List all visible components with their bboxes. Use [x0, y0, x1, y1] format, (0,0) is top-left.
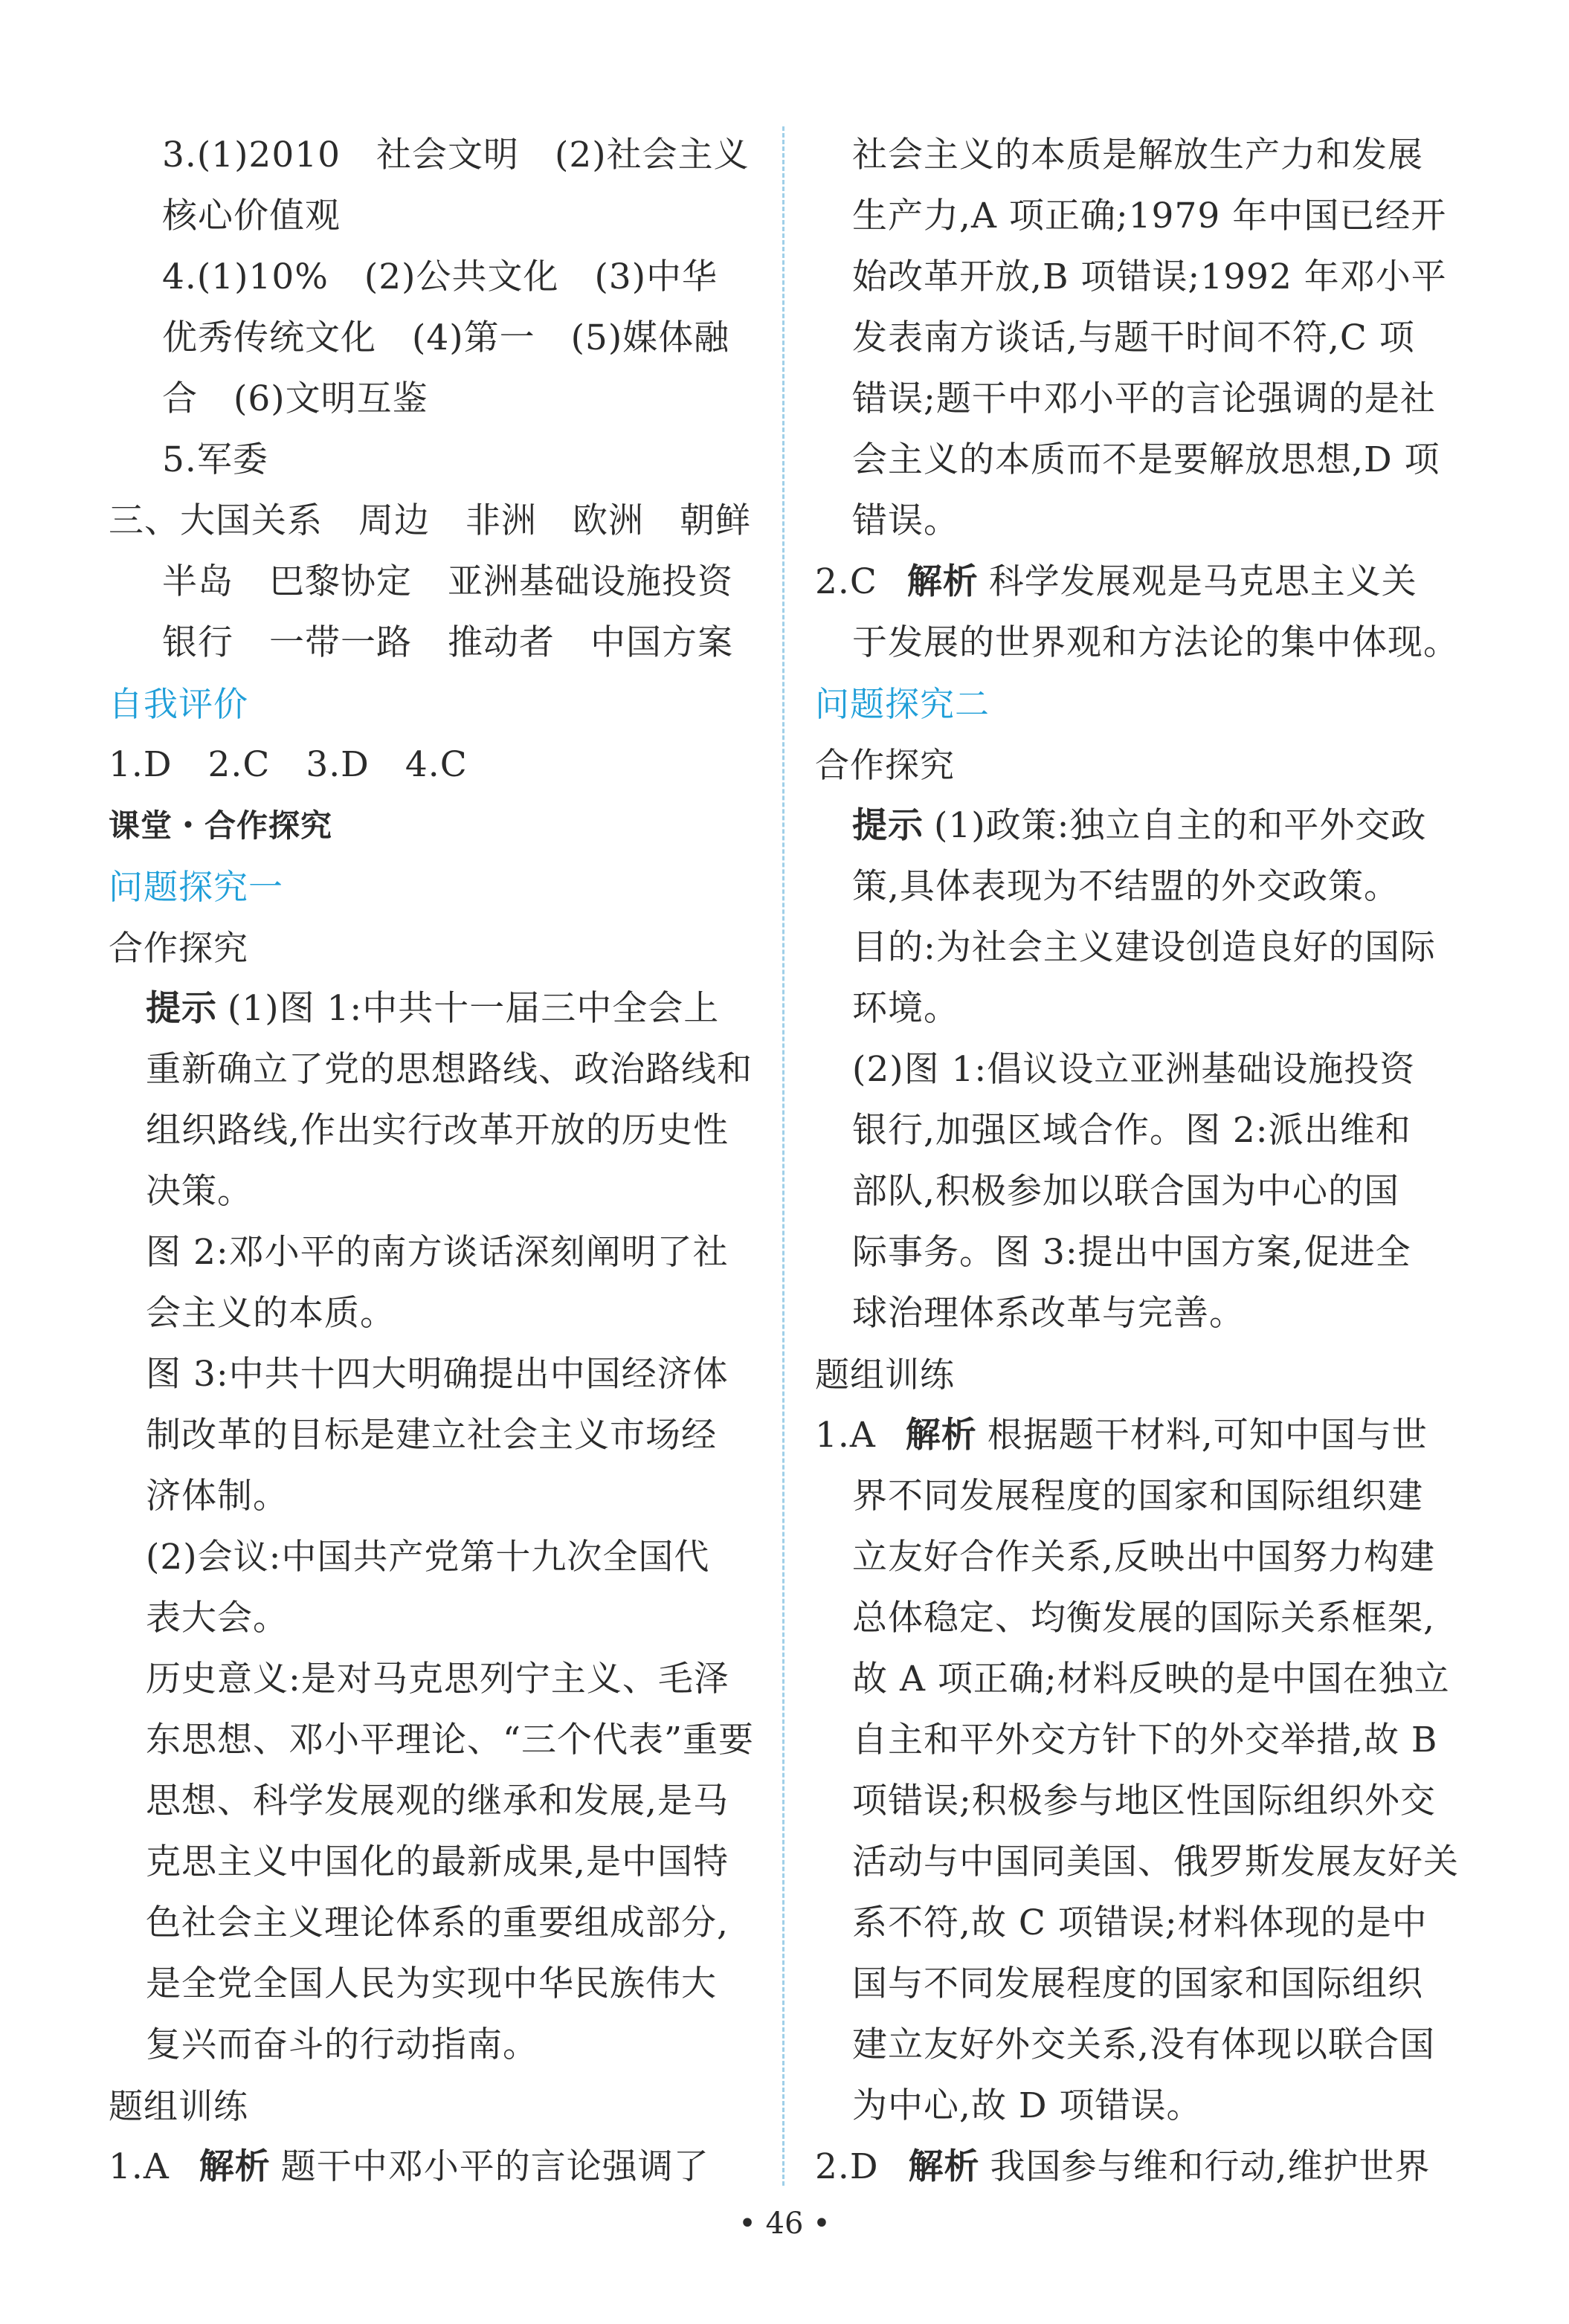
- page-number: • 46 •: [738, 2207, 831, 2241]
- right-column: [815, 125, 1469, 2198]
- analysis-text: 题干中邓小平的言论强调了: [280, 2146, 709, 2187]
- text-line: 始改革开放,B 项错误;1992 年邓小平: [852, 256, 1447, 297]
- answer-part-3: 三、大国关系 周边 非洲 欧洲 朝鲜: [109, 500, 751, 541]
- question-number: 2.C: [815, 561, 877, 602]
- left-column: [109, 125, 755, 2198]
- text-line: 际事务。图 3:提出中国方案,促进全: [852, 1232, 1411, 1273]
- text-line: 组织路线,作出实行改革开放的历史性: [146, 1110, 729, 1151]
- hint-label: 提示: [852, 805, 924, 846]
- subheading-training-1: 题组训练: [109, 2086, 248, 2126]
- text-line: 会主义的本质而不是要解放思想,D 项: [852, 439, 1440, 480]
- analysis-label: 解析: [199, 2146, 271, 2187]
- hint-paragraph: [815, 795, 1469, 856]
- answer-item-5: 5.军委: [162, 439, 268, 480]
- text-line: 制改革的目标是建立社会主义市场经: [146, 1415, 717, 1456]
- text-line: 错误;题干中邓小平的言论强调的是社: [852, 378, 1436, 419]
- text-line: 重新确立了党的思想路线、政治路线和: [146, 1049, 753, 1090]
- text-line: 环境。: [852, 988, 959, 1029]
- text-line: 自主和平外交方针下的外交举措,故 B: [852, 1720, 1438, 1760]
- text-line: 图 3:中共十四大明确提出中国经济体: [146, 1354, 729, 1395]
- analysis-text: 我国参与维和行动,维护世界: [990, 2146, 1431, 2187]
- subheading-cooperation-1: 合作探究: [109, 928, 248, 968]
- subheading-cooperation-2: 合作探究: [815, 745, 955, 785]
- hint-text: (1)政策:独立自主的和平外交政: [934, 805, 1427, 846]
- section-title-self-evaluation: 自我评价: [109, 684, 248, 724]
- answer-part-3-cont: 银行 一带一路 推动者 中国方案: [162, 622, 733, 663]
- text-line: 界不同发展程度的国家和国际组织建: [852, 1476, 1423, 1517]
- text-line: 总体稳定、均衡发展的国际关系框架,: [852, 1598, 1435, 1639]
- text-line: 目的:为社会主义建设创造良好的国际: [852, 927, 1436, 968]
- training-question-1: [815, 1405, 1469, 1466]
- text-line: 立友好合作关系,反映出中国努力构建: [852, 1537, 1435, 1578]
- text-line: 系不符,故 C 项错误;材料体现的是中: [852, 1902, 1428, 1943]
- text-line: 济体制。: [146, 1476, 289, 1517]
- answer-item-3-cont: 核心价值观: [162, 196, 341, 236]
- question-number: 1.A: [109, 2146, 170, 2187]
- text-line: 东思想、邓小平理论、“三个代表”重要: [146, 1720, 755, 1760]
- text-line: 色社会主义理论体系的重要组成部分,: [146, 1902, 729, 1943]
- analysis-label: 解析: [905, 1415, 977, 1456]
- question-1-analysis: [109, 2137, 748, 2198]
- answer-item-4-cont: 优秀传统文化 (4)第一 (5)媒体融: [162, 317, 730, 358]
- text-line: 为中心,故 D 项错误。: [852, 2085, 1202, 2126]
- text-line: 生产力,A 项正确;1979 年中国已经开: [852, 196, 1447, 236]
- text-line: 发表南方谈话,与题干时间不符,C 项: [852, 317, 1415, 358]
- hint-label: 提示: [146, 988, 217, 1029]
- text-line: 银行,加强区域合作。图 2:派出维和: [852, 1110, 1411, 1151]
- analysis-label: 解析: [908, 2146, 980, 2187]
- text-line: 决策。: [146, 1171, 253, 1212]
- hint-paragraph: [109, 978, 748, 1039]
- answer-item-4: 4.(1)10% (2)公共文化 (3)中华: [162, 256, 718, 297]
- section-title-classroom: 课堂・合作探究: [109, 807, 333, 844]
- text-line: 国与不同发展程度的国家和国际组织: [852, 1963, 1423, 2004]
- text-line: 部队,积极参加以联合国为中心的国: [852, 1171, 1399, 1212]
- self-evaluation-answers: 1.D 2.C 3.D 4.C: [109, 744, 468, 785]
- text-line: 项错误;积极参与地区性国际组织外交: [852, 1781, 1436, 1821]
- question-number: 2.D: [815, 2146, 879, 2187]
- text-line: 错误。: [852, 500, 959, 541]
- text-line: 思想、科学发展观的继承和发展,是马: [146, 1781, 729, 1821]
- text-line: 建立友好外交关系,没有体现以联合国: [852, 2024, 1435, 2065]
- text-line: 会主义的本质。: [146, 1293, 396, 1334]
- text-line: 表大会。: [146, 1598, 289, 1639]
- text-line: 图 2:邓小平的南方谈话深刻阐明了社: [146, 1232, 729, 1273]
- section-title-problem-2: 问题探究二: [815, 684, 990, 724]
- analysis-text: 科学发展观是马克思主义关: [988, 561, 1417, 602]
- text-line: 于发展的世界观和方法论的集中体现。: [852, 622, 1459, 663]
- text-line: 克思主义中国化的最新成果,是中国特: [146, 1842, 729, 1882]
- text-line: 故 A 项正确;材料反映的是中国在独立: [852, 1659, 1450, 1700]
- subheading-training-2: 题组训练: [815, 1355, 955, 1395]
- text-line: 球治理体系改革与完善。: [852, 1293, 1245, 1334]
- training-question-2: [815, 2137, 1469, 2198]
- analysis-text: 根据题干材料,可知中国与世: [987, 1415, 1428, 1456]
- text-line: (2)会议:中国共产党第十九次全国代: [146, 1537, 710, 1578]
- text-line: 历史意义:是对马克思列宁主义、毛泽: [146, 1659, 729, 1700]
- answer-part-3-cont: 半岛 巴黎协定 亚洲基础设施投资: [162, 561, 733, 602]
- text-line: 是全党全国人民为实现中华民族伟大: [146, 1963, 717, 2004]
- hint-text: (1)图 1:中共十一届三中全会上: [228, 988, 720, 1029]
- section-title-problem-1: 问题探究一: [109, 867, 283, 907]
- answer-item-3: 3.(1)2010 社会文明 (2)社会主义: [162, 135, 750, 175]
- text-line: (2)图 1:倡议设立亚洲基础设施投资: [852, 1049, 1416, 1090]
- text-line: 策,具体表现为不结盟的外交政策。: [852, 866, 1399, 907]
- analysis-label: 解析: [906, 561, 979, 602]
- answer-item-4-cont: 合 (6)文明互鉴: [162, 378, 428, 419]
- column-divider: [782, 126, 784, 2186]
- text-line: 社会主义的本质是解放生产力和发展: [852, 135, 1423, 175]
- question-2-analysis: [815, 552, 1469, 613]
- text-line: 复兴而奋斗的行动指南。: [146, 2024, 538, 2065]
- question-number: 1.A: [815, 1415, 876, 1456]
- text-line: 活动与中国同美国、俄罗斯发展友好关: [852, 1842, 1459, 1882]
